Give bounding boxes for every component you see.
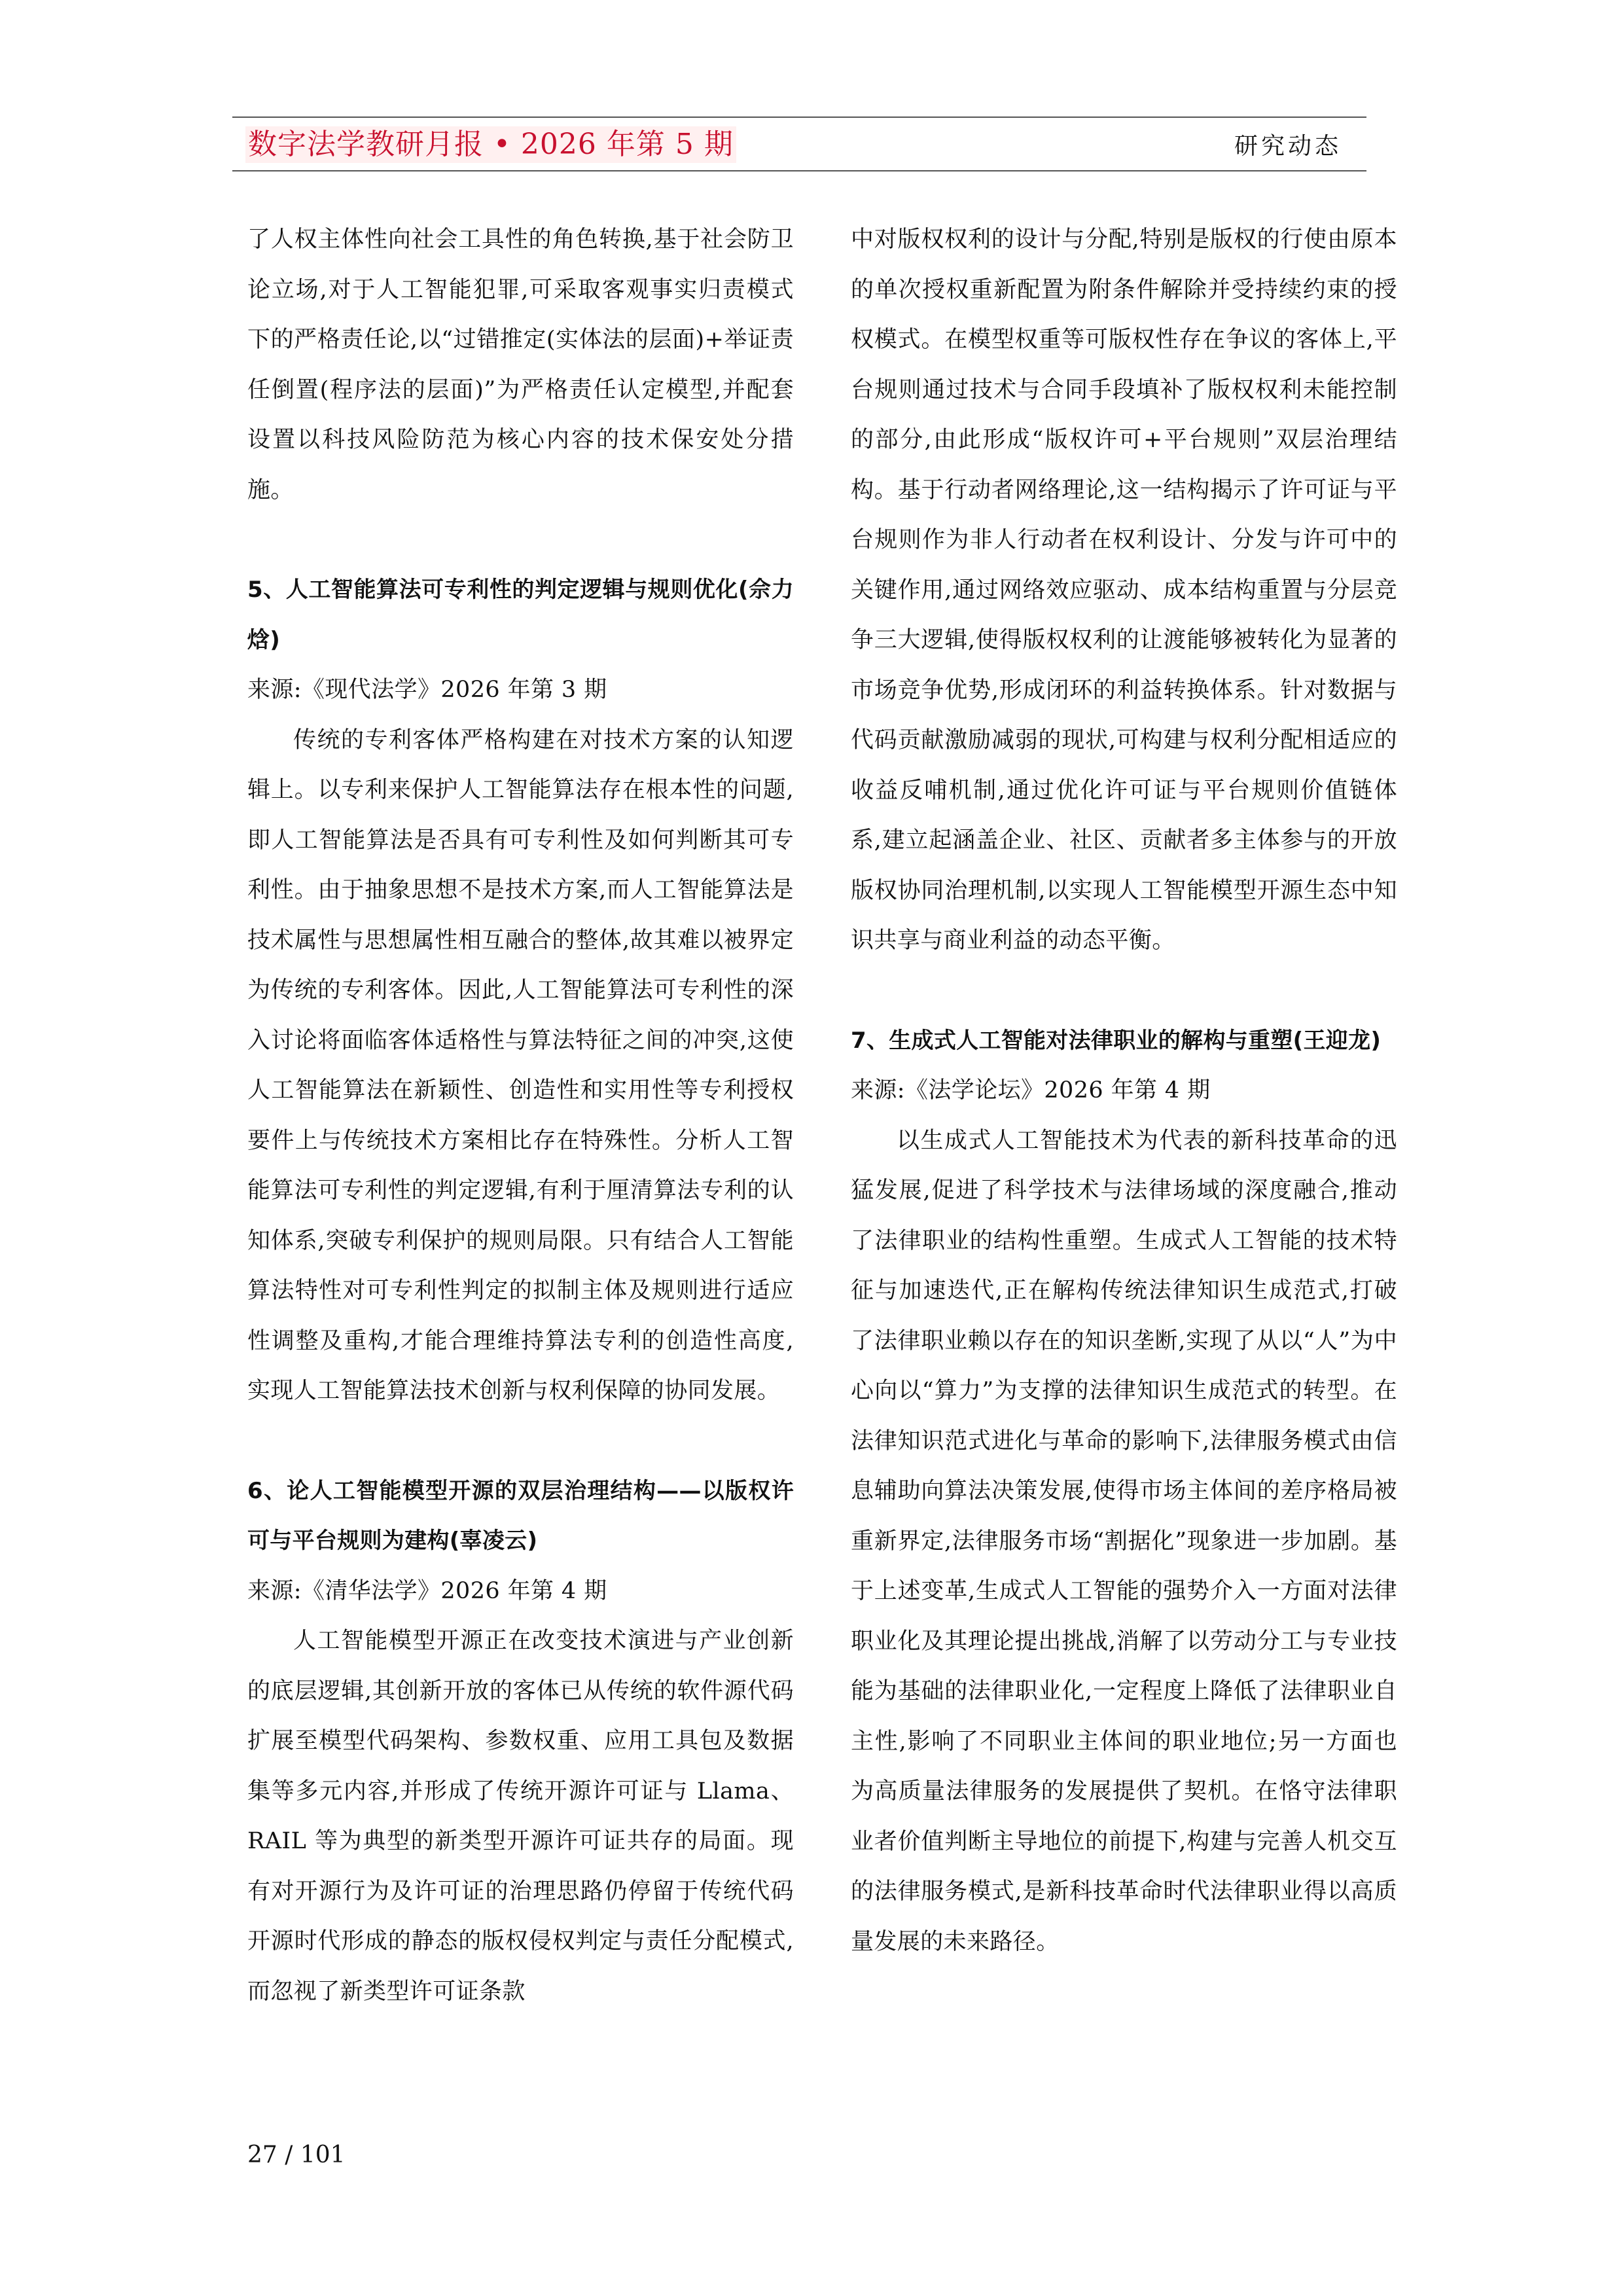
page-number: 27 / 101: [247, 2142, 346, 2168]
header-rule-bottom: [232, 170, 1366, 171]
left-column: [247, 215, 794, 2017]
header-rule-top: [232, 117, 1366, 118]
journal-title: 数字法学教研月报 • 2026 年第 5 期: [245, 126, 736, 163]
article-abstract-7: 以生成式人工智能技术为代表的新科技革命的迅猛发展,促进了科学技术与法律场域的深度融合,推动了法律职业的结构性重塑。生成式人工智能的技术特征与加速迭代,正在解构传统法律知识生成范式,打破了法律职业赖以存在的知识垄断,实现了从以“人”为中心向以“算力”为支撑的法律知识生成范式的转型。在法律知识范式进化与革命的影响下,法律服务模式由信息辅助向算法决策发展,使得市场主体间的差序格局被重新界定,法律服务市场“割据化”现象进一步加剧。基于上述变革,生成式人工智能的强势介入一方面对法律职业化及其理论提出挑战,消解了以劳动分工与专业技能为基础的法律职业化,一定程度上降低了法律职业自主性,影响了不同职业主体间的职业地位;另一方面也为高质量法律服务的发展提供了契机。在恪守法律职业者价值判断主导地位的前提下,构建与完善人机交互的法律服务模式,是新科技革命时代法律职业得以高质量发展的未来路径。: [851, 1127, 1397, 1955]
article-heading-6: 6、论人工智能模型开源的双层治理结构——以版权许可与平台规则为建构(辜凌云): [247, 1477, 794, 1554]
right-column: [851, 215, 1397, 1967]
continued-paragraph: 中对版权权利的设计与分配,特别是版权的行使由原本的单次授权重新配置为附条件解除并受持续约束的授权模式。在模型权重等可版权性存在争议的客体上,平台规则通过技术与合同手段填补了版权权利未能控制的部分,由此形成“版权许可+平台规则”双层治理结构。基于行动者网络理论,这一结构揭示了许可证与平台规则作为非人行动者在权利设计、分发与许可中的关键作用,通过网络效应驱动、成本结构重置与分层竞争三大逻辑,使得版权权利的让渡能够被转化为显著的市场竞争优势,形成闭环的利益转换体系。针对数据与代码贡献激励减弱的现状,可构建与权利分配相适应的收益反哺机制,通过优化许可证与平台规则价值链体系,建立起涵盖企业、社区、贡献者多主体参与的开放版权协同治理机制,以实现人工智能模型开源生态中知识共享与商业利益的动态平衡。: [851, 226, 1397, 954]
article-abstract-6: 人工智能模型开源正在改变技术演进与产业创新的底层逻辑,其创新开放的客体已从传统的软件源代码扩展至模型代码架构、参数权重、应用工具包及数据集等多元内容,并形成了传统开源许可证与 Llama、RAIL 等为典型的新类型开源许可证共存的局面。现有对开源行为及许可证的治理思路仍停留于传统代码开源时代形成的静态的版权侵权判定与责任分配模式,而忽视了新类型许可证条款: [247, 1628, 794, 2005]
section-gap: [247, 1416, 794, 1466]
section-label: 研究动态: [1234, 133, 1342, 160]
article-abstract-5: 传统的专利客体严格构建在对技术方案的认知逻辑上。以专利来保护人工智能算法存在根本性的问题,即人工智能算法是否具有可专利性及如何判断其可专利性。由于抽象思想不是技术方案,而人工智能算法是技术属性与思想属性相互融合的整体,故其难以被界定为传统的专利客体。因此,人工智能算法可专利性的深入讨论将面临客体适格性与算法特征之间的冲突,这使人工智能算法在新颖性、创造性和实用性等专利授权要件上与传统技术方案相比存在特殊性。分析人工智能算法可专利性的判定逻辑,有利于厘清算法专利的认知体系,突破专利保护的规则局限。只有结合人工智能算法特性对可专利性判定的拟制主体及规则进行适应性调整及重构,才能合理维持算法专利的创造性高度,实现人工智能算法技术创新与权利保障的协同发展。: [247, 726, 794, 1404]
article-source-6: 来源:《清华法学》2026 年第 4 期: [247, 1577, 607, 1604]
article-source-5: 来源:《现代法学》2026 年第 3 期: [247, 677, 607, 703]
continued-paragraph: 了人权主体性向社会工具性的角色转换,基于社会防卫论立场,对于人工智能犯罪,可采取客观事实归责模式下的严格责任论,以“过错推定(实体法的层面)+举证责任倒置(程序法的层面)”为严格责任认定模型,并配套设置以科技风险防范为核心内容的技术保安处分措施。: [247, 226, 794, 503]
section-gap: [247, 515, 794, 565]
section-gap: [851, 966, 1397, 1016]
article-heading-7: 7、生成式人工智能对法律职业的解构与重塑(王迎龙): [851, 1027, 1382, 1054]
article-heading-5: 5、人工智能算法可专利性的判定逻辑与规则优化(佘力焓): [247, 577, 794, 653]
article-source-7: 来源:《法学论坛》2026 年第 4 期: [851, 1077, 1211, 1103]
